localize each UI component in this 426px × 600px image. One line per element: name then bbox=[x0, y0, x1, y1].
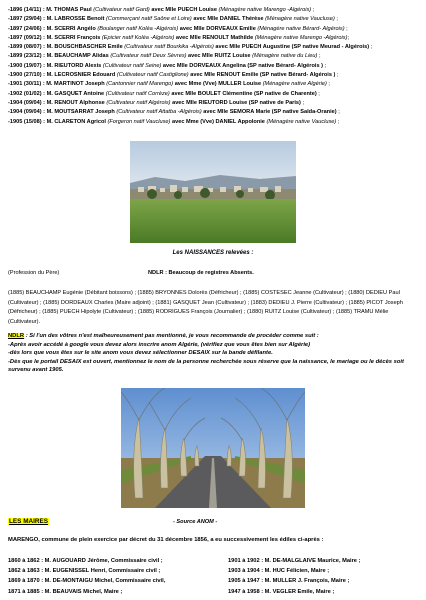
ndlr-tag: NDLR bbox=[8, 333, 25, 339]
marriage-entry: -1905 (15/08) : M. CLARETON Agricol (Forgeron natif Vaucluse) avec Mme (Vve) DANIEL Appolonie (Ménagère native Vaucluse) ; bbox=[8, 118, 340, 125]
marriage-entry: -1904 (09/04) : M. RENOUT Alphonse (Cultivateur natif Algérois) avec Mlle RIEUTORD Louise (SP native de Paris) ; bbox=[8, 99, 304, 106]
maire-entry: 1947 à 1958 : M. VEGLER Emile, Maire ; bbox=[228, 588, 335, 595]
naissances-title: Les NAISSANCES relevées : bbox=[172, 250, 254, 256]
source-anom: - Source ANOM - bbox=[173, 519, 218, 525]
marriage-entry: -1900 (27/10) : M. LECROSNIER Edouard (Cultivateur natif Castiglione) avec Mlle RENOUT Emilie (SP native Bérard- Algérois ) ; bbox=[8, 72, 339, 79]
ndlr-registres: NDLR : Beaucoup de registres Absents. bbox=[148, 270, 254, 276]
marriage-entry: -1899 (23/12) : M. BEAUCHAMP Alidas (Cultivateur natif Deux Sèvres) avec Mlle RUITZ Louise (Ménagère native du Lieu) ; bbox=[8, 53, 321, 60]
maire-entry: 1871 à 1885 : M. BEAUVAIS Michel, Maire ; bbox=[8, 588, 123, 595]
marriage-entry: -1897 (09/12) : M. SCERRI François (Epicier natif Koléa -Algérois) avec Mlle RENOULT Mathilde (Ménagère native Marengo -Algérois); bbox=[8, 34, 349, 41]
maire-entry: 1860 à 1862 : M. AUGOUARD Jérôme, Commissaire civil ; bbox=[8, 558, 163, 564]
maires-column-right bbox=[228, 556, 360, 597]
marriage-entry: -1900 (19/07) : M. RIEUTORD Alexis (Cultivateur natif Seine) avec Mlle DORVEAUX Angelina (SP native Bérard- Algérois ) ; bbox=[8, 62, 327, 69]
marriage-entry: -1896 (14/11) : M. THOMAS Paul (Cultivateur natif Gard) avec Mlle PUECH Louise (Ménagère native Marengo -Algérois) ; bbox=[8, 7, 315, 13]
marriage-entry: -1901 (30/11) : M. MARTINOT Joseph (Cantonnier natif Marengo) avec Mme (Vve) MULLER Louise (Ménagère native Algérie) ; bbox=[8, 81, 330, 88]
marriage-entry: -1902 (01/02) : M. GASQUET Antoine (Cultivateur natif Corrèze) avec Mlle BOULET Clémentine (SP native de Charente) ; bbox=[8, 90, 320, 97]
landscape-photo bbox=[130, 141, 296, 243]
maire-entry: 1869 à 1870 : M. DE-MONTAIGU Michel, Commissaire civil, bbox=[8, 578, 166, 585]
maire-entry: 1905 à 1947 : M. MULLER J. François, Maire ; bbox=[228, 578, 350, 585]
maire-entry: 1903 à 1904 : M. HUC Félicien, Maire ; bbox=[228, 568, 330, 575]
research-note: NDLR : Si l'un des vôtres n'est malheureusement pas mentionné, je vous recommande de procéder comme suit : -Après avoir accédé à google vous devez alors inscrire anom Algérie, (vérifiez que vous êtes bien sur Algérie) -dès lors que vous êtes sur le site anom vous devez sélectionner DESAIX sur la bande défilante. -Dès que le portail DESAIX est ouvert, mentionnez le nom de la personne recherchée sous réserve que la naissance, le mariage ou le décès soit survenu avant 1905. bbox=[8, 333, 404, 374]
maires-header bbox=[8, 518, 418, 528]
profession-label: (Profession du Père) bbox=[8, 270, 60, 276]
tree-lined-road-photo bbox=[121, 388, 305, 508]
naissances-list: (1885) BEAUCHAMP Eugénie (Débitant boissons) ; (1885) BRYONNES Dolorès (Défricheur) ; (1885) COSTESEC Jeanne (Cultivateur) ; (1880) DEDIEU Paul (Cultivateur) ; (1885) DORDEAUX Charles (Maire adjoint) ; (1881) GASQUET Jean (Cultivateur) ; (1883) DEDIEU J. Pierre (Cultivateur) ; (1885) PICOT Joseph (Défricheur) ; (1885) PUECH Hipolyte (Cultivateur) ; (1885) RODRIGUES François (Journalier) ; (1880) RUITZ Louise (Cultivateur) ; (1885) TRAMU Mélie (Cultivateur). bbox=[8, 290, 403, 325]
marriage-entry: -1904 (09/04) : M. MOUTSARRAT Joseph (Cultivateur natif Attatba -Algérois) avec Mlle SEMORA Marie (SP native Saïda-Oranie) ; bbox=[8, 109, 340, 116]
marriage-entry: -1899 (08/07) : M. BOUSCHBASCHER Emile (Cultivateur natif Bourkika -Algérois) avec Mlle PUECH Augustine (SP native Meurad - Algérois) ; bbox=[8, 44, 373, 51]
marriage-entry: -1897 (24/06) : M. SCERRI Angélo (Boulanger natif Koléa -Algérois) avec Mlle DORVEAUX Emilie (Ménagère native Bérard- Algérois) ; bbox=[8, 25, 348, 32]
maires-tag: LES MAIRES bbox=[9, 518, 49, 525]
maire-entry: 1862 à 1863 : M. EUGENISSEL Henri, Commissaire civil ; bbox=[8, 568, 161, 575]
maire-entry: 1901 à 1902 : M. DE-MALGLAIVE Maurice, Maire ; bbox=[228, 558, 361, 564]
maires-column-left bbox=[8, 556, 165, 597]
marriage-list bbox=[8, 6, 422, 127]
marriage-entry: -1897 (29/04) : M. LABROSSE Benoit (Commerçant natif Saône et Loire) avec Mlle DANIEL Thérèse (Ménagère native Vaucluse) ; bbox=[8, 16, 338, 23]
maires-intro: MARENGO, commune de plein exercice par décret du 31 décembre 1856, a eu successivement les édiles ci-après : bbox=[8, 537, 324, 543]
